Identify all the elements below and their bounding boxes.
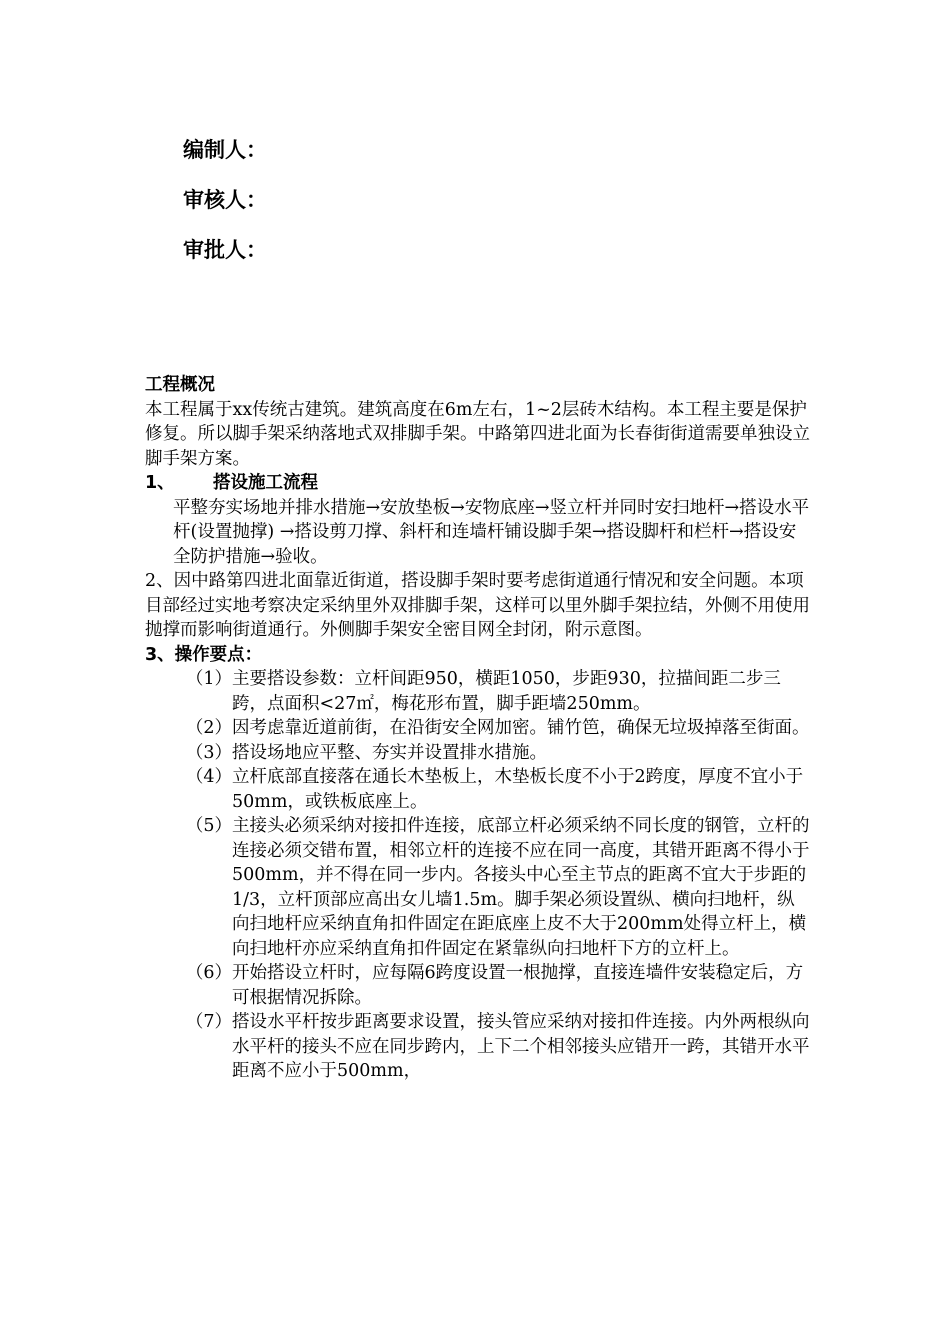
list-item-marker: （7） bbox=[185, 1012, 232, 1032]
list-item bbox=[145, 1010, 810, 1084]
list-item-marker: （3） bbox=[185, 742, 232, 763]
section1-heading bbox=[145, 471, 810, 496]
list-item-marker: （1） bbox=[185, 669, 232, 689]
reviewer-label: 审核人： bbox=[183, 188, 267, 212]
section1-text: 平整夯实场地并排水措施→安放垫板→安物底座→竖立杆并同时安扫地杆→搭设水平杆(设置抛撑) →搭设剪刀撑、斜杆和连墙杆铺设脚手架→搭设脚杆和栏杆→搭设安全防护措施→验收。 bbox=[173, 497, 810, 567]
list-item bbox=[145, 741, 810, 766]
list-item-text: 搭设场地应平整、夯实并设置排水措施。 bbox=[232, 742, 547, 763]
overview-text: 本工程属于xx传统古建筑。建筑高度在6m左右，1~2层砖木结构。本工程主要是保护修复。所以脚手架采纳落地式双排脚手架。中路第四进北面为长春街街道需要单独设立脚手架方案。 bbox=[145, 399, 810, 469]
list-item-text: 开始搭设立杆时，应每隔6跨度设置一根抛撑，直接连墙件安装稳定后，方可根据情况拆除。 bbox=[232, 963, 804, 1008]
section2-text: 2、因中路第四进北面靠近街道，搭设脚手架时要考虑街道通行情况和安全问题。本项目部经过实地考察决定采纳里外双排脚手架，这样可以里外脚手架拉结，外侧不用使用抛撑而影响街道通行。外侧脚手架安全密目网全封闭，附示意图。 bbox=[145, 571, 810, 640]
list-item-text: 主要搭设参数：立杆间距950，横距1050，步距930，拉描间距二步三跨，点面积<27㎡，梅花形布置，脚手距墙250mm。 bbox=[232, 669, 781, 714]
list-item bbox=[145, 667, 810, 716]
list-item-text: 立杆底部直接落在通长木垫板上，木垫板长度不小于2跨度，厚度不宜小于50mm，或铁板底座上。 bbox=[232, 767, 804, 812]
compiler-label: 编制人： bbox=[183, 138, 267, 162]
list-item bbox=[145, 961, 810, 1010]
section1-number: 1、 bbox=[145, 473, 175, 493]
list-item-text: 主接头必须采纳对接扣件连接，底部立杆必须采纳不同长度的钢管，立杆的连接必须交错布置，相邻立杆的连接不应在同一高度，其错开距离不得小于500mm，并不得在同一步内。各接头中心至主节点的距离不宜大于步距的1/3，立杆顶部应高出女儿墙1.5m。脚手架必须设置纵、横向扫地杆，纵向扫地杆应采纳直角扣件固定在距底座上皮不大于200mm处得立杆上，横向扫地杆亦应采纳直角扣件固定在紧靠纵向扫地杆下方的立杆上。 bbox=[232, 816, 810, 959]
overview-heading: 工程概况 bbox=[145, 375, 215, 395]
list-item-text: 因考虑靠近道前街，在沿街安全网加密。铺竹笆，确保无垃圾掉落至街面。 bbox=[232, 718, 810, 738]
list-item-marker: （6） bbox=[185, 963, 232, 983]
section3-heading: 3、操作要点： bbox=[145, 644, 263, 665]
list-item-marker: （4） bbox=[185, 767, 232, 787]
list-item bbox=[145, 814, 810, 961]
list-item-text: 搭设水平杆按步距离要求设置，接头管应采纳对接扣件连接。内外两根纵向水平杆的接头不应在同步跨内，上下二个相邻接头应错开一跨，其错开水平距离不应小于500mm， bbox=[232, 1012, 810, 1081]
list-item bbox=[145, 765, 810, 814]
approver-label: 审批人： bbox=[183, 238, 267, 262]
section1-title: 搭设施工流程 bbox=[213, 473, 318, 493]
document-body bbox=[145, 373, 810, 1084]
list-item-marker: （2） bbox=[185, 718, 232, 738]
list-item-marker: （5） bbox=[185, 816, 232, 836]
list-item bbox=[145, 716, 810, 741]
